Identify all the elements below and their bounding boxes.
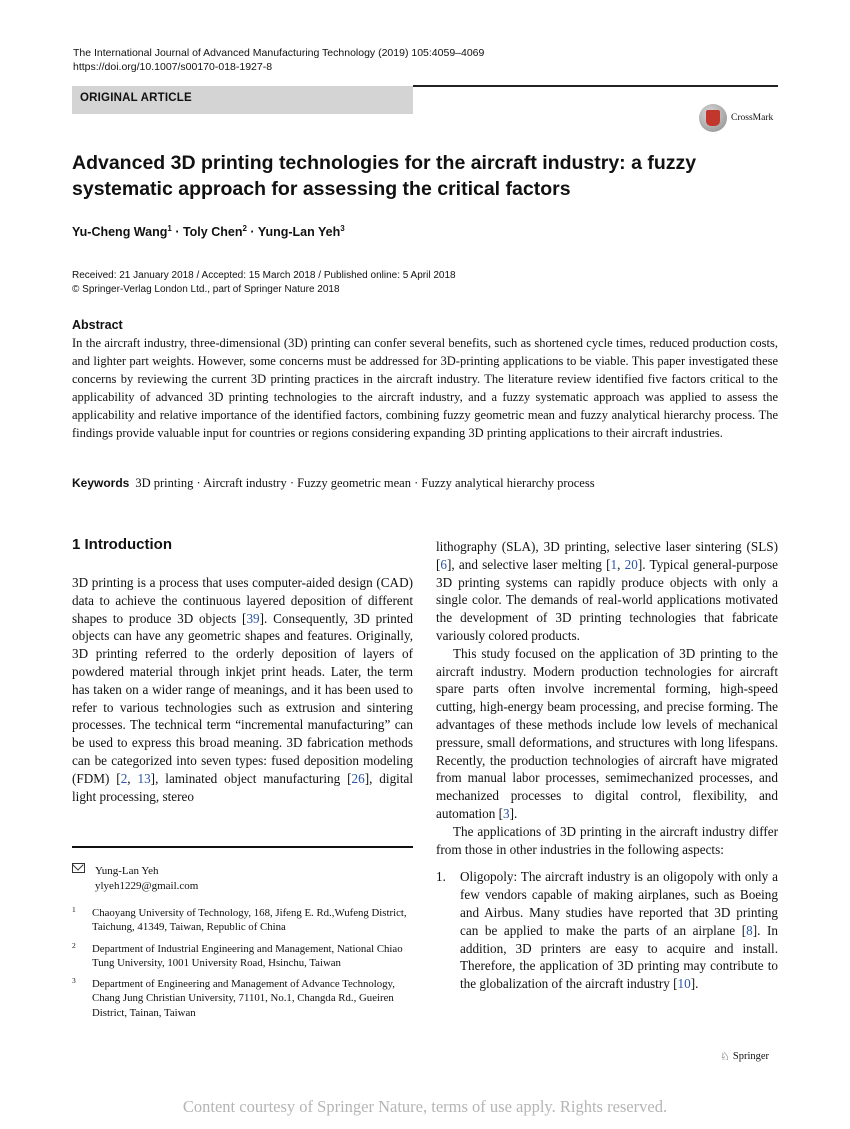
keywords-text: 3D printing · Aircraft industry · Fuzzy geometric mean · Fuzzy analytical hierarchy process (135, 476, 595, 490)
author-name[interactable]: Yu-Cheng Wang (72, 225, 168, 240)
author-name[interactable]: Yung-Lan Yeh (257, 225, 341, 240)
journal-citation: The International Journal of Advanced Manufacturing Technology (2019) 105:4059–4069 (73, 47, 485, 59)
citation-link[interactable]: 2 (120, 770, 128, 786)
affiliation-number: 3 (72, 976, 76, 986)
citation-link[interactable]: 10 (677, 976, 691, 992)
publication-dates (72, 269, 456, 297)
abstract-section (72, 316, 778, 442)
journal-header (73, 46, 484, 74)
abstract-text: In the aircraft industry, three-dimensional (3D) printing can confer several benefits, such as shortened cycle times, reduced production costs, and lighter part weights. However, some concerns must be addressed for 3D-printing applications to be viable. This paper investigated these concerns by reviewing the current 3D printing practices in the aircraft industry. The literature review identified five factors critical to the applicability of advanced 3D printing technologies to the aircraft industry, and a fuzzy systematic approach was applied to assess the applicability and relative importance of the identified factors, combining fuzzy geometric mean and fuzzy analytical hierarchy process. The findings provide valuable input for countries or regions considering expanding 3D printing applications to their aircraft industries. (72, 336, 778, 440)
crossmark-button[interactable] (699, 103, 779, 133)
doi-link[interactable]: https://doi.org/10.1007/s00170-018-1927-8 (73, 61, 273, 73)
affiliation-item (72, 977, 413, 1020)
affiliation-number: 2 (72, 940, 76, 950)
history-dates: Received: 21 January 2018 / Accepted: 15 March 2018 / Published online: 5 April 2018 (72, 270, 456, 281)
abstract-heading: Abstract (72, 318, 123, 332)
courtesy-notice: Content courtesy of Springer Nature, terms of use apply. Rights reserved. (182, 1097, 668, 1116)
crossmark-label: CrossMark (731, 113, 774, 123)
citation-link[interactable]: 13 (137, 770, 151, 786)
citation-link[interactable]: 6 (440, 556, 447, 572)
affiliations (72, 906, 413, 1027)
left-column (72, 536, 413, 805)
paragraph: The applications of 3D printing in the aircraft industry differ from those in other industries in the following aspects: (436, 823, 778, 857)
article-title: Advanced 3D printing technologies for the aircraft industry: a fuzzy systematic approach for assessing the critical factors (72, 152, 697, 200)
aspects-list (436, 868, 778, 993)
citation-link[interactable]: 39 (246, 610, 260, 626)
springer-horse-icon: ♘ (720, 1051, 730, 1063)
affiliation-text: Department of Industrial Engineering and Management, National Chiao Tung University, 1001 University Road, Hsinchu, Taiwan (92, 942, 403, 969)
paragraph: lithography (SLA), 3D printing, selective laser sintering (SLS) [6], and selective laser melting [1, 20]. Typical general-purpose 3D printing systems can rapidly produce objects with only a single color. The demands of real-world applications motivated the development of 3D printing technologies that fabricate variously colored products. (436, 539, 778, 643)
article-type-label: ORIGINAL ARTICLE (80, 92, 192, 104)
list-item: 1. Oligopoly: The aircraft industry is an oligopoly with only a few vendors capable of making airplanes, such as Boeing and Airbus. Many studies have reported that 3D printing can be applied to make the parts of an airplane [8]. In addition, 3D printers are easy to acquire and install. Therefore, the application of 3D printing may contribute to the globalization of the aircraft industry [10]. (436, 869, 778, 992)
section-heading: 1 Introduction (72, 536, 172, 553)
correspondence-email[interactable]: ylyeh1229@gmail.com (95, 879, 199, 892)
citation-link[interactable]: 3 (503, 805, 510, 821)
keywords-label: Keywords (72, 476, 130, 490)
author-list (72, 224, 345, 239)
author-separator: · (175, 225, 180, 240)
footnote-rule (72, 846, 413, 848)
copyright-line: © Springer-Verlag London Ltd., part of Springer Nature 2018 (72, 284, 340, 295)
springer-logo (720, 1050, 769, 1063)
affiliation-marker: 3 (340, 224, 345, 233)
list-number: 1. (436, 869, 446, 885)
author-name[interactable]: Toly Chen (182, 225, 243, 240)
citation-link[interactable]: 20 (624, 556, 638, 572)
paragraph: This study focused on the application of 3D printing to the aircraft industry. Modern production technologies for aircraft spare parts often involve incremental forming, high-speed cutting, high-energy beam processing, and precise forming. The advantages of these methods include low levels of mechanical pressure, small deformations, and structures with long lifespans. Recently, the production technologies of aircraft have migrated from manual labor processes, semimechanized processes, and mechanized processes to digital control, flexibility, and automation [3]. (436, 645, 778, 821)
affiliation-item (72, 906, 413, 935)
mail-icon (72, 863, 85, 873)
citation-link[interactable]: 8 (746, 922, 753, 938)
paragraph: 3D printing is a process that uses computer-aided design (CAD) data to achieve the continuous layered deposition of different shapes to produce 3D objects [39]. Consequently, 3D printed objects can have any geometric shapes and features. Originally, 3D printing referred to the orderly deposition of layers of powdered material through inkjet print heads. Later, the term has taken on a wider range of meanings, and it has been used to refer to various technologies such as extrusion and sintering processes. The technical term “incremental manufacturing” can be used to express this broad meaning. 3D fabrication methods can be categorized into seven types: fused deposition modeling (FDM) [2, 13], laminated object manufacturing [26], digital light processing, stereo (72, 575, 414, 804)
citation-link[interactable]: 1 (610, 556, 618, 572)
header-rule (413, 85, 778, 87)
crossmark-icon (699, 104, 727, 132)
affiliation-text: Department of Engineering and Management of Advance Technology, Chang Jung Christian University, 71101, No.1, Changda Rd., Gueiren District, Tainan, Taiwan (92, 978, 395, 1019)
affiliation-item (72, 942, 413, 971)
citation-link[interactable]: 26 (351, 770, 365, 786)
publisher-name: Springer (732, 1051, 770, 1062)
affiliation-marker: 1 (167, 224, 172, 233)
affiliation-text: Chaoyang University of Technology, 168, Jifeng E. Rd.,Wufeng District, Taichung, 41349, Taiwan, Republic of China (92, 907, 407, 934)
affiliation-number: 1 (72, 905, 76, 914)
correspondence-name: Yung-Lan Yeh (95, 865, 159, 877)
keywords-section (72, 476, 778, 491)
correspondence (72, 863, 198, 893)
author-separator: · (250, 225, 255, 240)
right-column (436, 538, 778, 993)
affiliation-marker: 2 (242, 224, 247, 233)
